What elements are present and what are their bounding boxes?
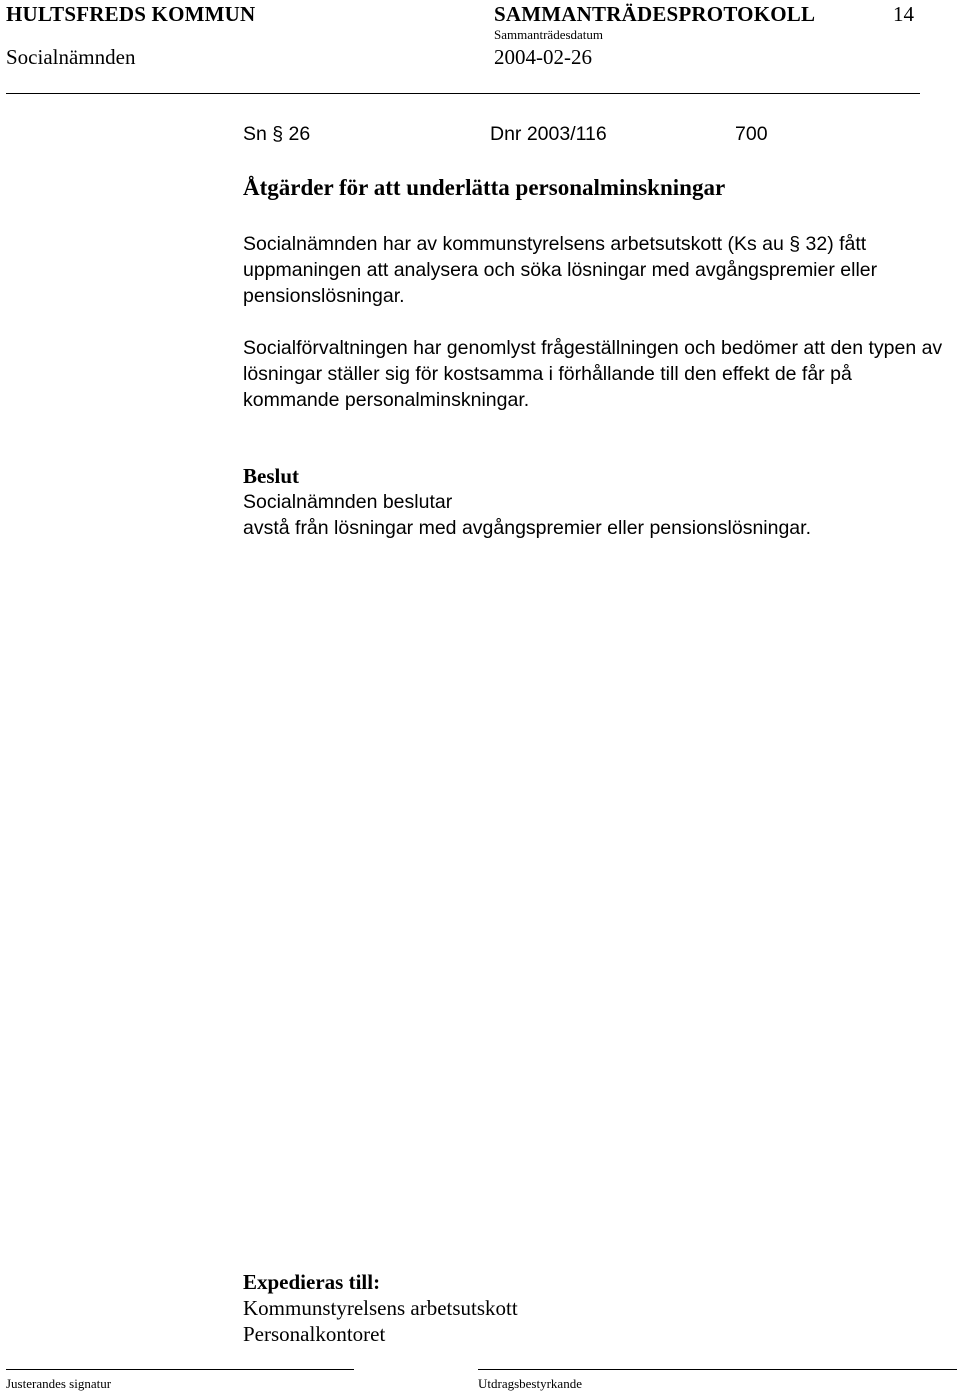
document-type: SAMMANTRÄDESPROTOKOLL bbox=[494, 2, 816, 26]
dispatch-heading: Expedieras till: bbox=[243, 1270, 381, 1294]
background-paragraph: Socialnämnden har av kommunstyrelsens arbetsutskott (Ks au § 32) fått uppmaningen att analysera och söka lösningar med avgångspremier eller pensionslösningar. bbox=[243, 233, 878, 307]
decision-line: avstå från lösningar med avgångspremier eller pensionslösningar. bbox=[243, 517, 811, 539]
signature-label: Justerandes signatur bbox=[6, 1376, 112, 1391]
certification-label: Utdragsbestyrkande bbox=[478, 1376, 582, 1391]
diary-number: Dnr 2003/116 bbox=[490, 123, 607, 145]
signature-line-left bbox=[6, 1369, 354, 1370]
organization-name: HULTSFREDS KOMMUN bbox=[6, 2, 256, 26]
section-number: Sn § 26 bbox=[243, 123, 311, 145]
decision-heading: Beslut bbox=[243, 464, 300, 488]
decision-line: Socialnämnden beslutar bbox=[243, 491, 453, 513]
dispatch-recipient: Kommunstyrelsens arbetsutskott bbox=[243, 1296, 518, 1320]
archive-code: 700 bbox=[735, 123, 768, 145]
header-divider bbox=[6, 93, 920, 94]
meeting-date-label: Sammanträdesdatum bbox=[494, 27, 604, 42]
page-number: 14 bbox=[893, 2, 914, 26]
department-name: Socialnämnden bbox=[6, 45, 136, 69]
signature-line-right bbox=[478, 1369, 957, 1370]
assessment-paragraph: Socialförvaltningen har genomlyst frågeställningen och bedömer att den typen av lösningar ställer sig för kostsamma i förhållande till den effekt de får på kommande personalminskningar. bbox=[243, 337, 943, 411]
dispatch-recipient: Personalkontoret bbox=[243, 1322, 386, 1346]
item-title: Åtgärder för att underlätta personalminskningar bbox=[243, 175, 726, 200]
meeting-date: 2004-02-26 bbox=[494, 45, 592, 69]
